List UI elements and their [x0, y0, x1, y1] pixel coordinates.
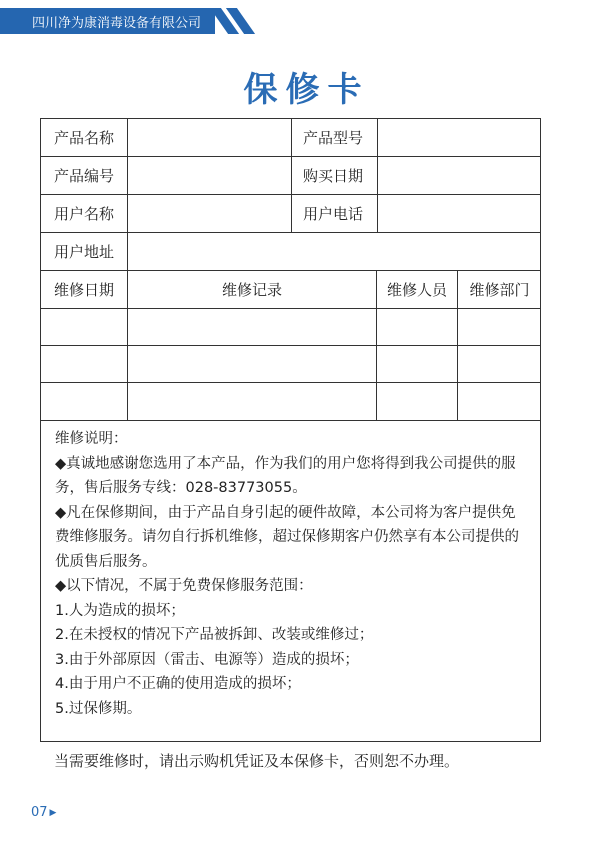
product-model-label: 产品型号 [303, 129, 364, 147]
repair-staff-header: 维修人员 [386, 281, 447, 299]
user-phone-field[interactable] [378, 195, 541, 232]
product-name-label: 产品名称 [54, 129, 115, 147]
user-address-label: 用户地址 [54, 243, 115, 261]
user-phone-label: 用户电话 [303, 205, 364, 223]
notes-line: 1.人为造成的损坏； [55, 602, 185, 619]
notes-line: 2.在未授权的情况下产品被拆卸、改装或维修过； [55, 627, 374, 643]
product-number-label: 产品编号 [54, 167, 115, 185]
warranty-form [40, 118, 541, 742]
repair-row[interactable] [41, 309, 541, 345]
purchase-date-field[interactable] [378, 157, 541, 194]
purchase-date-label: 购买日期 [303, 167, 364, 185]
notes-line: 4.由于用户不正确的使用造成的损坏； [55, 676, 301, 692]
repair-row[interactable] [41, 346, 541, 382]
notes-line: ◆真诚地感谢您选用了本产品，作为我们的用户您将得到我公司提供的服务，售后服务专线：028-83773055。 [55, 455, 516, 496]
repair-date-header: 维修日期 [53, 281, 114, 299]
repair-row[interactable] [41, 383, 541, 420]
header-bar [0, 8, 215, 34]
company-name: 四川净为康消毒设备有限公司 [32, 16, 202, 31]
notes-line: 5.过保修期。 [55, 700, 142, 717]
user-name-label: 用户名称 [54, 205, 115, 223]
page-title: 保修卡 [243, 70, 370, 110]
notes-heading: 维修说明： [55, 431, 128, 447]
product-number-field[interactable] [128, 157, 291, 194]
notes-line: ◆凡在保修期间，由于产品自身引起的硬件故障，本公司将为客户提供免费维修服务。请勿自行拆机维修，超过保修期客户仍然享有本公司提供的优质售后服务。 [55, 504, 519, 570]
user-name-field[interactable] [128, 195, 291, 232]
notes-line: 3.由于外部原因（雷击、电源等）造成的损坏； [55, 651, 359, 668]
product-model-field[interactable] [378, 119, 541, 156]
user-address-field[interactable] [128, 233, 541, 270]
triangle-right-icon: ▶ [49, 808, 57, 818]
product-name-field[interactable] [128, 119, 291, 156]
repair-department-header: 维修部门 [469, 281, 530, 299]
repair-notes [55, 427, 530, 721]
repair-record-header: 维修记录 [221, 281, 282, 299]
footer-note: 当需要维修时，请出示购机凭证及本保修卡，否则恕不办理。 [54, 752, 460, 770]
notes-line: ◆以下情况，不属于免费保修服务范围： [55, 578, 313, 594]
page-number-text: 07 [31, 805, 48, 820]
page-number [31, 805, 56, 820]
